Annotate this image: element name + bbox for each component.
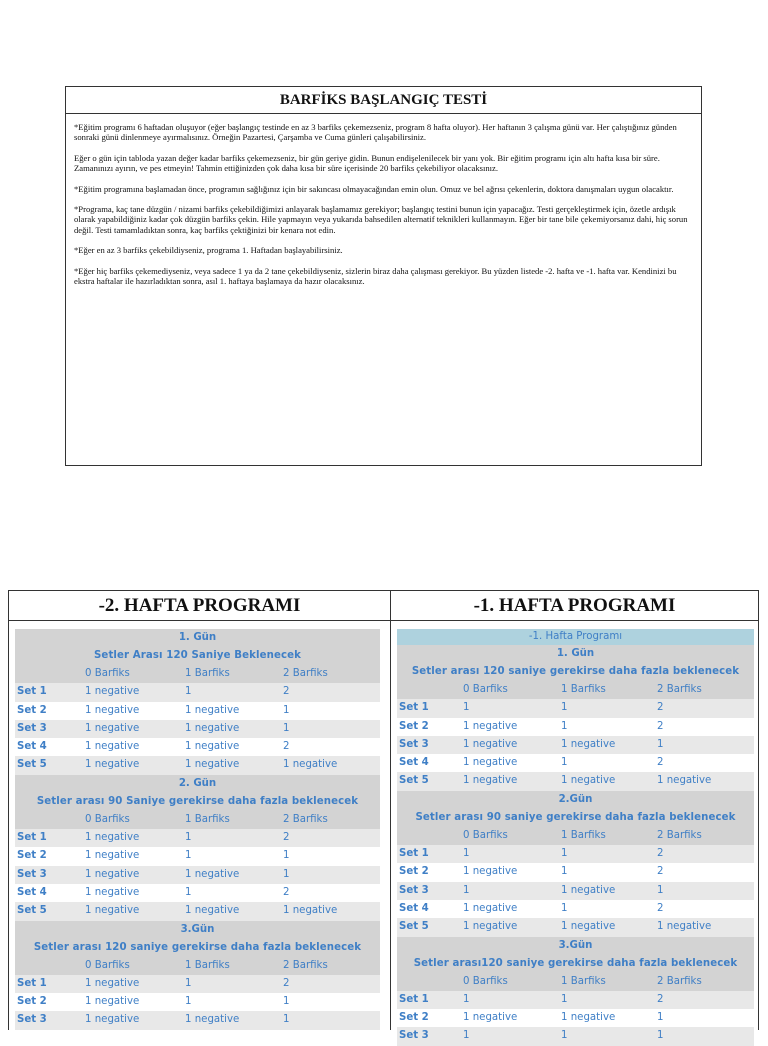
table-cell: 2 bbox=[657, 720, 664, 732]
table-row bbox=[15, 902, 380, 920]
table-row bbox=[15, 847, 380, 865]
table-cell: 1 negative bbox=[463, 738, 518, 750]
table-cell: 1 bbox=[283, 704, 290, 716]
table-cell: 1 bbox=[185, 832, 192, 844]
set-label: Set 2 bbox=[399, 866, 429, 878]
table-cell: 1 bbox=[283, 850, 290, 862]
day-title: 2. Gün bbox=[15, 775, 380, 793]
set-label: Set 5 bbox=[17, 905, 47, 917]
table-cell: 1 bbox=[657, 738, 664, 750]
table-cell: 1 negative bbox=[185, 722, 240, 734]
day-rest-note: Setler Arası 120 Saniye Beklenecek bbox=[15, 647, 380, 665]
set-label: Set 1 bbox=[17, 832, 47, 844]
set-label: Set 2 bbox=[399, 1012, 429, 1024]
table-cell: 1 bbox=[185, 996, 192, 1008]
table-row bbox=[397, 754, 754, 772]
table-row bbox=[15, 756, 380, 774]
intro-paragraph: *Eğitim programına başlamadan önce, programın sağlığınız için bir sakıncası olmayacağından emin olun. Omuz ve bel ağrısı çekenlerin, doktora danışmaları uygun olacaktır. bbox=[74, 183, 674, 194]
table-cell: 2 bbox=[657, 902, 664, 914]
table-row bbox=[397, 991, 754, 1009]
column-header: 0 Barfiks bbox=[85, 959, 130, 971]
column-header: 0 Barfiks bbox=[85, 813, 130, 825]
table-cell: 1 bbox=[561, 702, 568, 714]
day-title: 1. Gün bbox=[397, 645, 754, 663]
table-cell: 1 negative bbox=[283, 905, 338, 917]
table-row bbox=[397, 772, 754, 790]
set-label: Set 2 bbox=[17, 704, 47, 716]
intro-paragraph: *Eğitim programı 6 haftadan oluşuyor (eğer başlangıç testinde en az 3 barfiks çekemezseniz, program 8 hafta oluyor). Her haftanın 3 çalışma günü var. Her çalıştığınız günden sonraki günü dinlenmeye ayırmalısınız. Örneğin Pazartesi, Çarşamba ve Cuma günleri çalışabilirsiniz. bbox=[74, 122, 677, 143]
set-label: Set 1 bbox=[17, 977, 47, 989]
table-cell: 2 bbox=[657, 757, 664, 769]
set-label: Set 5 bbox=[399, 775, 429, 787]
column-header: 0 Barfiks bbox=[85, 668, 130, 679]
column-header: 2 Barfiks bbox=[657, 829, 702, 841]
day-rest-note: Setler arası 120 saniye gerekirse daha fazla beklenecek bbox=[15, 939, 380, 957]
table-cell: 1 bbox=[463, 1030, 470, 1042]
table-cell: 1 bbox=[283, 996, 290, 1008]
set-label: Set 5 bbox=[17, 759, 47, 771]
intro-paragraph: *Programa, kaç tane düzgün / nizami barfiks çekebildiğimizi anlayarak başlamamız gerekiyor; başlangıç testini bunun için yapacağız. Testi gerçekleştirmek için, özetle ardışık olarak yapabildiğiniz kadar çok düzgün barfiks çekin. Hile yapmayın veya yukarıda bahsedilen alternatif teknikleri kullanmayın. Eğer bir tane bile çekemiyorsanız dahi, hiç sorun değil. Testi tamamladıktan sonra, kaç barfiks çektiğinizi bir kenara not edin. bbox=[74, 204, 688, 235]
table-row bbox=[15, 975, 380, 993]
set-label: Set 2 bbox=[17, 850, 47, 862]
table-row bbox=[15, 884, 380, 902]
table-cell: 1 negative bbox=[85, 977, 140, 989]
table-cell: 1 bbox=[561, 993, 568, 1005]
table-cell: 1 bbox=[657, 1030, 664, 1042]
column-header: 1 Barfiks bbox=[185, 668, 230, 679]
table-cell: 1 negative bbox=[85, 832, 140, 844]
set-label: Set 4 bbox=[17, 741, 47, 753]
table-row bbox=[15, 1011, 380, 1029]
set-label: Set 4 bbox=[399, 757, 429, 769]
column-header: 0 Barfiks bbox=[463, 975, 508, 987]
table-cell: 1 negative bbox=[85, 886, 140, 898]
table-cell: 2 bbox=[283, 686, 290, 698]
intro-box bbox=[65, 86, 702, 466]
column-header: 2 Barfiks bbox=[657, 684, 702, 695]
table-cell: 2 bbox=[283, 886, 290, 898]
table-row bbox=[15, 866, 380, 884]
intro-paragraph: *Eğer en az 3 barfiks çekebildiyseniz, programa 1. Haftadan başlayabilirsiniz. bbox=[74, 245, 343, 256]
table-row bbox=[15, 829, 380, 847]
table-cell: 1 bbox=[463, 884, 470, 896]
table-cell: 1 bbox=[657, 1012, 664, 1024]
table-row bbox=[397, 718, 754, 736]
table-cell: 1 negative bbox=[85, 905, 140, 917]
column-header: 1 Barfiks bbox=[561, 684, 606, 695]
table-cell: 1 negative bbox=[561, 738, 616, 750]
column-header bbox=[15, 665, 85, 683]
table-cell: 1 negative bbox=[463, 720, 518, 732]
table-cell: 1 negative bbox=[561, 884, 616, 896]
table-cell: 1 bbox=[657, 884, 664, 896]
table-row bbox=[15, 738, 380, 756]
table-row bbox=[397, 918, 754, 936]
table-row bbox=[397, 736, 754, 754]
set-label: Set 5 bbox=[399, 921, 429, 933]
set-label: Set 1 bbox=[17, 686, 47, 698]
table-cell: 1 negative bbox=[185, 905, 240, 917]
table-cell: 1 negative bbox=[463, 866, 518, 878]
table-cell: 1 negative bbox=[463, 921, 518, 933]
column-header: 1 Barfiks bbox=[185, 959, 230, 971]
table-row bbox=[397, 863, 754, 881]
table-cell: 1 negative bbox=[561, 1012, 616, 1024]
table-header-row bbox=[397, 973, 754, 991]
table-row bbox=[397, 845, 754, 863]
program-header: -1. HAFTA PROGRAMI bbox=[391, 591, 758, 621]
table-cell: 1 bbox=[561, 757, 568, 769]
table-row bbox=[397, 699, 754, 717]
day-title: 1. Gün bbox=[15, 629, 380, 647]
table-cell: 1 bbox=[561, 1030, 568, 1042]
column-header: 1 Barfiks bbox=[561, 829, 606, 841]
table-cell: 1 negative bbox=[85, 741, 140, 753]
table-cell: 2 bbox=[657, 702, 664, 714]
column-header bbox=[15, 811, 85, 829]
table-cell: 1 bbox=[463, 848, 470, 860]
table-header-row bbox=[15, 665, 380, 683]
table-cell: 1 bbox=[463, 702, 470, 714]
set-label: Set 3 bbox=[17, 1014, 47, 1026]
table-cell: 1 negative bbox=[657, 921, 712, 933]
table-row bbox=[397, 1009, 754, 1027]
set-label: Set 3 bbox=[17, 722, 47, 734]
column-header: 1 Barfiks bbox=[185, 813, 230, 825]
set-label: Set 1 bbox=[399, 848, 429, 860]
table-cell: 1 bbox=[283, 1014, 290, 1026]
table-header-row bbox=[15, 811, 380, 829]
column-header: 0 Barfiks bbox=[463, 684, 508, 695]
table-cell: 1 negative bbox=[85, 759, 140, 771]
table-cell: 1 bbox=[185, 686, 192, 698]
set-label: Set 3 bbox=[399, 738, 429, 750]
table-cell: 1 negative bbox=[185, 759, 240, 771]
intro-title: BARFİKS BAŞLANGIÇ TESTİ bbox=[66, 87, 701, 114]
program-header: -2. HAFTA PROGRAMI bbox=[9, 591, 390, 621]
set-label: Set 3 bbox=[399, 884, 429, 896]
day-rest-note: Setler arası120 saniye gerekirse daha fazla beklenecek bbox=[397, 955, 754, 973]
column-header bbox=[397, 681, 463, 699]
day-title: 3.Gün bbox=[15, 921, 380, 939]
table-row bbox=[15, 683, 380, 701]
table-cell: 1 bbox=[185, 850, 192, 862]
column-header: 0 Barfiks bbox=[463, 829, 508, 841]
set-label: Set 2 bbox=[17, 996, 47, 1008]
table-cell: 1 negative bbox=[463, 1012, 518, 1024]
program-week-minus-2 bbox=[9, 591, 391, 1030]
table-cell: 1 negative bbox=[463, 775, 518, 787]
table-cell: 1 negative bbox=[185, 741, 240, 753]
table-cell: 1 negative bbox=[283, 759, 338, 771]
table-cell: 1 negative bbox=[85, 722, 140, 734]
table-cell: 1 negative bbox=[463, 902, 518, 914]
column-header: 1 Barfiks bbox=[561, 975, 606, 987]
intro-paragraph: Eğer o gün için tabloda yazan değer kadar barfiks çekemezseniz, bir gün geriye gidin. Bunun endişelenilecek bir yanı yok. Bir eğitim programı için altı hafta kısa bir süre. Zamanınızı ayırın, ve pes etmeyin! Tahmin ettiğinizden çok daha kısa bir süre içerisinde 20 barfiks çekebiliyor olacaksınız. bbox=[74, 152, 660, 174]
table-cell: 2 bbox=[283, 741, 290, 753]
table-cell: 2 bbox=[283, 977, 290, 989]
intro-body bbox=[66, 114, 701, 286]
column-header bbox=[15, 957, 85, 975]
set-label: Set 1 bbox=[399, 993, 429, 1005]
table-cell: 1 negative bbox=[85, 868, 140, 880]
table-row bbox=[397, 1027, 754, 1045]
table-cell: 1 negative bbox=[185, 868, 240, 880]
table-cell: 1 bbox=[185, 886, 192, 898]
set-label: Set 4 bbox=[399, 902, 429, 914]
table-cell: 2 bbox=[657, 866, 664, 878]
table-header-row bbox=[15, 957, 380, 975]
column-header: 2 Barfiks bbox=[283, 813, 328, 825]
day-rest-note: Setler arası 90 Saniye gerekirse daha fazla beklenecek bbox=[15, 793, 380, 811]
table-row bbox=[15, 993, 380, 1011]
table-cell: 1 negative bbox=[85, 704, 140, 716]
table-header-row bbox=[397, 827, 754, 845]
set-label: Set 1 bbox=[399, 702, 429, 714]
set-label: Set 2 bbox=[399, 720, 429, 732]
day-rest-note: Setler arası 90 saniye gerekirse daha fazla beklenecek bbox=[397, 809, 754, 827]
table-cell: 1 negative bbox=[185, 1014, 240, 1026]
day-title: 3.Gün bbox=[397, 937, 754, 955]
program-table bbox=[15, 629, 380, 1030]
table-cell: 1 bbox=[283, 868, 290, 880]
table-row bbox=[15, 720, 380, 738]
table-row bbox=[397, 882, 754, 900]
table-cell: 1 bbox=[561, 848, 568, 860]
table-cell: 2 bbox=[283, 832, 290, 844]
program-table bbox=[397, 629, 754, 1046]
table-cell: 1 bbox=[561, 866, 568, 878]
column-header: 2 Barfiks bbox=[283, 959, 328, 971]
table-cell: 1 negative bbox=[463, 757, 518, 769]
table-cell: 1 bbox=[283, 722, 290, 734]
table-cell: 1 bbox=[185, 977, 192, 989]
table-row bbox=[397, 900, 754, 918]
column-header bbox=[397, 827, 463, 845]
day-rest-note: Setler arası 120 saniye gerekirse daha fazla beklenecek bbox=[397, 663, 754, 681]
set-label: Set 3 bbox=[17, 868, 47, 880]
table-cell: 1 negative bbox=[561, 921, 616, 933]
column-header bbox=[397, 973, 463, 991]
table-cell: 1 negative bbox=[85, 1014, 140, 1026]
table-row bbox=[15, 702, 380, 720]
table-cell: 2 bbox=[657, 993, 664, 1005]
program-week-minus-1 bbox=[391, 591, 758, 1042]
table-cell: 1 negative bbox=[657, 775, 712, 787]
programs-table bbox=[8, 590, 759, 1042]
intro-paragraph: *Eğer hiç barfiks çekemediyseniz, veya sadece 1 ya da 2 tane çekebildiyseniz, sizlerin biraz daha çalışması gerekiyor. Bu yüzden listede -2. hafta ve -1. hafta var. Kendinizi bu ekstra haftalar ile hazırladıktan sonra, asıl 1. haftaya başlamaya da hazır olacaksınız. bbox=[74, 265, 677, 287]
table-header-row bbox=[397, 681, 754, 699]
program-top-label: -1. Hafta Programı bbox=[397, 629, 754, 645]
table-cell: 1 negative bbox=[85, 686, 140, 698]
table-cell: 1 bbox=[561, 720, 568, 732]
table-cell: 1 negative bbox=[85, 850, 140, 862]
column-header: 2 Barfiks bbox=[283, 668, 328, 679]
table-cell: 1 negative bbox=[85, 996, 140, 1008]
table-cell: 1 bbox=[561, 902, 568, 914]
table-cell: 1 negative bbox=[185, 704, 240, 716]
table-cell: 2 bbox=[657, 848, 664, 860]
set-label: Set 3 bbox=[399, 1030, 429, 1042]
column-header: 2 Barfiks bbox=[657, 975, 702, 987]
day-title: 2.Gün bbox=[397, 791, 754, 809]
table-cell: 1 negative bbox=[561, 775, 616, 787]
set-label: Set 4 bbox=[17, 886, 47, 898]
table-cell: 1 bbox=[463, 993, 470, 1005]
